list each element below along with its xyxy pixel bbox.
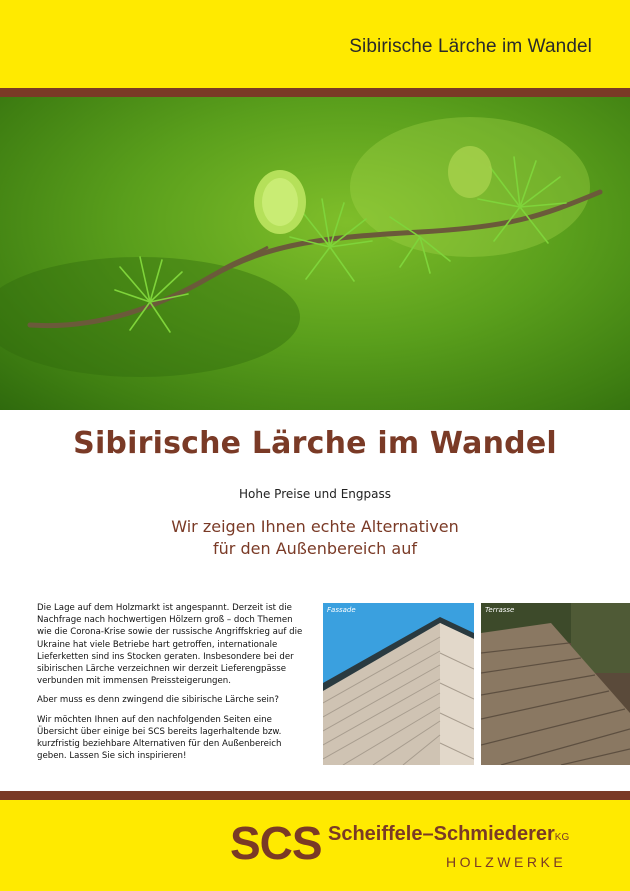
page-subtitle: Hohe Preise und Engpass: [239, 487, 391, 501]
terrace-photo: [481, 603, 630, 765]
page-title: Sibirische Lärche im Wandel: [73, 426, 557, 461]
company-subline: HOLZWERKE: [446, 854, 567, 870]
terrace-photo-label: Terrasse: [485, 606, 515, 614]
company-name: [328, 822, 569, 850]
tagline: [0, 516, 630, 560]
footer-divider: [0, 791, 630, 800]
company-logo-mark: SCS: [230, 817, 322, 869]
header-divider: [0, 88, 630, 97]
header-title: Sibirische Lärche im Wandel: [349, 36, 592, 57]
body-paragraph-1: Die Lage auf dem Holzmarkt ist angespannt. Derzeit ist die Nachfrage nach hochwertigen Hölzern groß – doch Themen wie die Corona-Krise sowie der russische Angriffskrieg auf die Ukraine hat viele Betriebe hart getroffen, internationale Lieferketten sind ins Stocken geraten. Insbesondere bei der sibirischen Lärche verzeichnen wir derzeit Lieferengpässe verbunden mit immensen Preissteigerungen.: [37, 603, 303, 687]
header-band: [0, 0, 630, 88]
larch-branch-illustration: [0, 97, 630, 410]
body-paragraph-3: Wir möchten Ihnen auf den nachfolgenden Seiten eine Übersicht über einige bei SCS bereits lagerhaltende bzw. kurzfristig beziehbare Alternativen für den Außenbereich geben. Lassen Sie sich inspirieren!: [37, 714, 282, 762]
tagline-line-2: für den Außenbereich auf: [213, 539, 417, 558]
company-suffix: KG: [554, 832, 570, 843]
facade-photo-label: Fassade: [327, 606, 356, 614]
facade-photo: [323, 603, 474, 765]
body-paragraph-2: Aber muss es denn zwingend die sibirische Lärche sein?: [37, 695, 279, 706]
hero-image-larch-branch: [0, 97, 630, 410]
body-text: [37, 602, 305, 769]
tagline-line-1: Wir zeigen Ihnen echte Alternativen: [171, 517, 459, 536]
company-name-text: Scheiffele–Schmiederer: [328, 823, 555, 845]
